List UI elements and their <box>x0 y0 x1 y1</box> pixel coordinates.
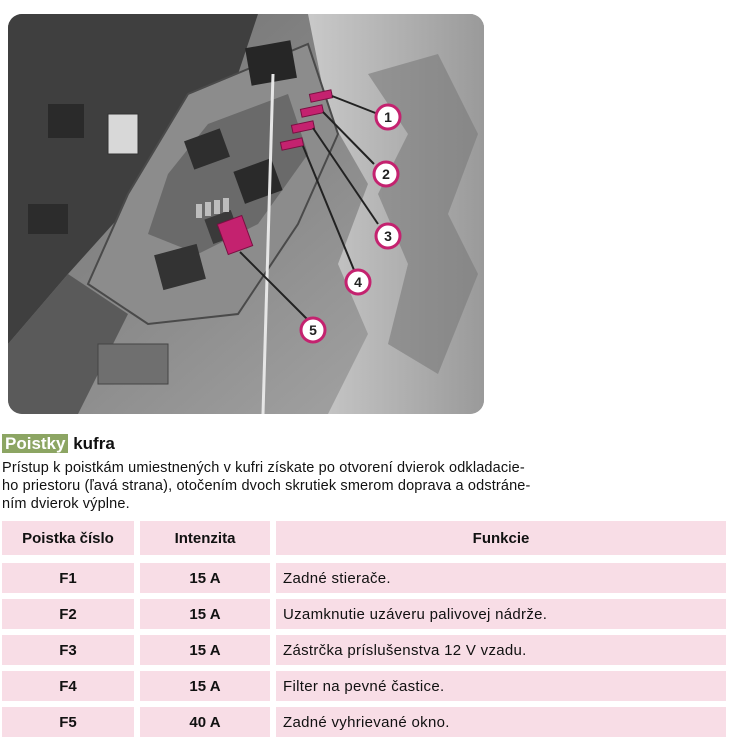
callout-1: 1 <box>384 109 392 125</box>
section-title <box>2 432 115 456</box>
fuse-box-illustration <box>8 14 484 414</box>
fuse-current: 40 A <box>140 707 270 737</box>
table-header-row <box>0 521 741 551</box>
callout-2: 2 <box>382 166 390 182</box>
table-row <box>0 563 741 593</box>
fuse-current: 15 A <box>140 635 270 665</box>
fuse-number: F1 <box>2 563 134 593</box>
fuse-function: Zadné stierače. <box>276 563 726 593</box>
table-row <box>0 671 741 701</box>
intro-line: Prístup k poistkám umiestnených v kufri získate po otvorení dvierok odkladacie- <box>2 460 525 476</box>
table-row <box>0 707 741 737</box>
intro-paragraph <box>2 459 730 513</box>
callout-4: 4 <box>354 274 362 290</box>
section-title-rest: kufra <box>73 434 115 453</box>
fuse-number: F3 <box>2 635 134 665</box>
fuse-function: Filter na pevné častice. <box>276 671 726 701</box>
table-row <box>0 599 741 629</box>
header-fuse-number: Poistka číslo <box>2 521 134 555</box>
fuse-function: Zadné vyhrievané okno. <box>276 707 726 737</box>
fuse-current: 15 A <box>140 563 270 593</box>
callout-5: 5 <box>309 322 317 338</box>
intro-line: ho priestoru (ľavá strana), otočením dvoch skrutiek smerom doprava a odstráne- <box>2 478 531 494</box>
fuse-number: F5 <box>2 707 134 737</box>
fuse-function: Zástrčka príslušenstva 12 V vzadu. <box>276 635 726 665</box>
fuse-function: Uzamknutie uzáveru palivovej nádrže. <box>276 599 726 629</box>
intro-line: ním dvierok výplne. <box>2 496 130 512</box>
header-current: Intenzita <box>140 521 270 555</box>
fuse-number: F4 <box>2 671 134 701</box>
fuse-current: 15 A <box>140 599 270 629</box>
fuse-number: F2 <box>2 599 134 629</box>
fuse-current: 15 A <box>140 671 270 701</box>
table-row <box>0 635 741 665</box>
header-functions: Funkcie <box>276 521 726 555</box>
section-title-highlight: Poistky <box>2 434 68 453</box>
callout-3: 3 <box>384 228 392 244</box>
